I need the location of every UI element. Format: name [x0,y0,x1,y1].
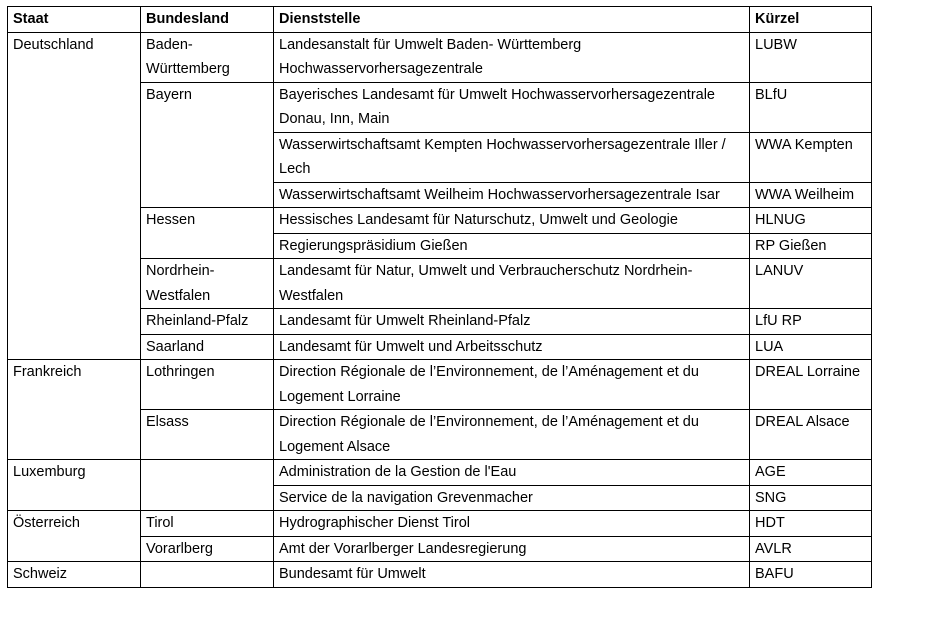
cell-bundesland: Baden-Württemberg [141,32,274,82]
cell-kuerzel: LfU RP [750,309,872,335]
cell-kuerzel: LANUV [750,259,872,309]
cell-staat: Frankreich [8,360,141,460]
cell-bundesland: Rheinland-Pfalz [141,309,274,335]
cell-kuerzel: WWA Weilheim [750,182,872,208]
cell-kuerzel: LUBW [750,32,872,82]
cell-bundesland: Nordrhein-Westfalen [141,259,274,309]
cell-dienststelle: Amt der Vorarlberger Landesregierung [274,536,750,562]
cell-bundesland: Elsass [141,410,274,460]
cell-bundesland: Hessen [141,208,274,259]
cell-dienststelle: Wasserwirtschaftsamt Weilheim Hochwasservorhersagezentrale Isar [274,182,750,208]
cell-bundesland [141,562,274,588]
header-bundesland: Bundesland [141,7,274,33]
table-row [8,511,872,537]
cell-dienststelle: Bayerisches Landesamt für Umwelt Hochwasservorhersagezentrale Donau, Inn, Main [274,82,750,132]
header-dienststelle: Dienststelle [274,7,750,33]
cell-kuerzel: BLfU [750,82,872,132]
cell-staat: Luxemburg [8,460,141,511]
cell-dienststelle: Wasserwirtschaftsamt Kempten Hochwasservorhersagezentrale Iller / Lech [274,132,750,182]
cell-staat: Österreich [8,511,141,562]
cell-dienststelle: Landesanstalt für Umwelt Baden- Württemberg Hochwasservorhersagezentrale [274,32,750,82]
cell-dienststelle: Landesamt für Umwelt und Arbeitsschutz [274,334,750,360]
cell-dienststelle: Direction Régionale de l’Environnement, de l’Aménagement et du Logement Lorraine [274,360,750,410]
cell-dienststelle: Landesamt für Umwelt Rheinland-Pfalz [274,309,750,335]
cell-dienststelle: Hessisches Landesamt für Naturschutz, Umwelt und Geologie [274,208,750,234]
cell-staat: Deutschland [8,32,141,360]
header-row [8,7,872,33]
cell-kuerzel: DREAL Alsace [750,410,872,460]
cell-kuerzel: DREAL Lorraine [750,360,872,410]
cell-bundesland: Lothringen [141,360,274,410]
cell-dienststelle: Regierungspräsidium Gießen [274,233,750,259]
table-row [8,562,872,588]
cell-kuerzel: AGE [750,460,872,486]
cell-dienststelle: Hydrographischer Dienst Tirol [274,511,750,537]
cell-bundesland: Tirol [141,511,274,537]
cell-dienststelle: Bundesamt für Umwelt [274,562,750,588]
cell-dienststelle: Administration de la Gestion de l'Eau [274,460,750,486]
cell-kuerzel: HDT [750,511,872,537]
cell-kuerzel: SNG [750,485,872,511]
cell-dienststelle: Landesamt für Natur, Umwelt und Verbraucherschutz Nordrhein-Westfalen [274,259,750,309]
cell-kuerzel: LUA [750,334,872,360]
cell-kuerzel: HLNUG [750,208,872,234]
cell-staat: Schweiz [8,562,141,588]
cell-kuerzel: WWA Kempten [750,132,872,182]
table-row [8,32,872,82]
table-row [8,460,872,486]
cell-dienststelle: Service de la navigation Grevenmacher [274,485,750,511]
cell-kuerzel: AVLR [750,536,872,562]
agency-table-wrapper [7,6,872,588]
cell-dienststelle: Direction Régionale de l’Environnement, de l’Aménagement et du Logement Alsace [274,410,750,460]
cell-bundesland: Vorarlberg [141,536,274,562]
cell-bundesland [141,460,274,511]
cell-kuerzel: RP Gießen [750,233,872,259]
table-row [8,360,872,410]
cell-kuerzel: BAFU [750,562,872,588]
header-staat: Staat [8,7,141,33]
cell-bundesland: Saarland [141,334,274,360]
cell-bundesland: Bayern [141,82,274,208]
header-kuerzel: Kürzel [750,7,872,33]
agency-table [7,6,872,588]
